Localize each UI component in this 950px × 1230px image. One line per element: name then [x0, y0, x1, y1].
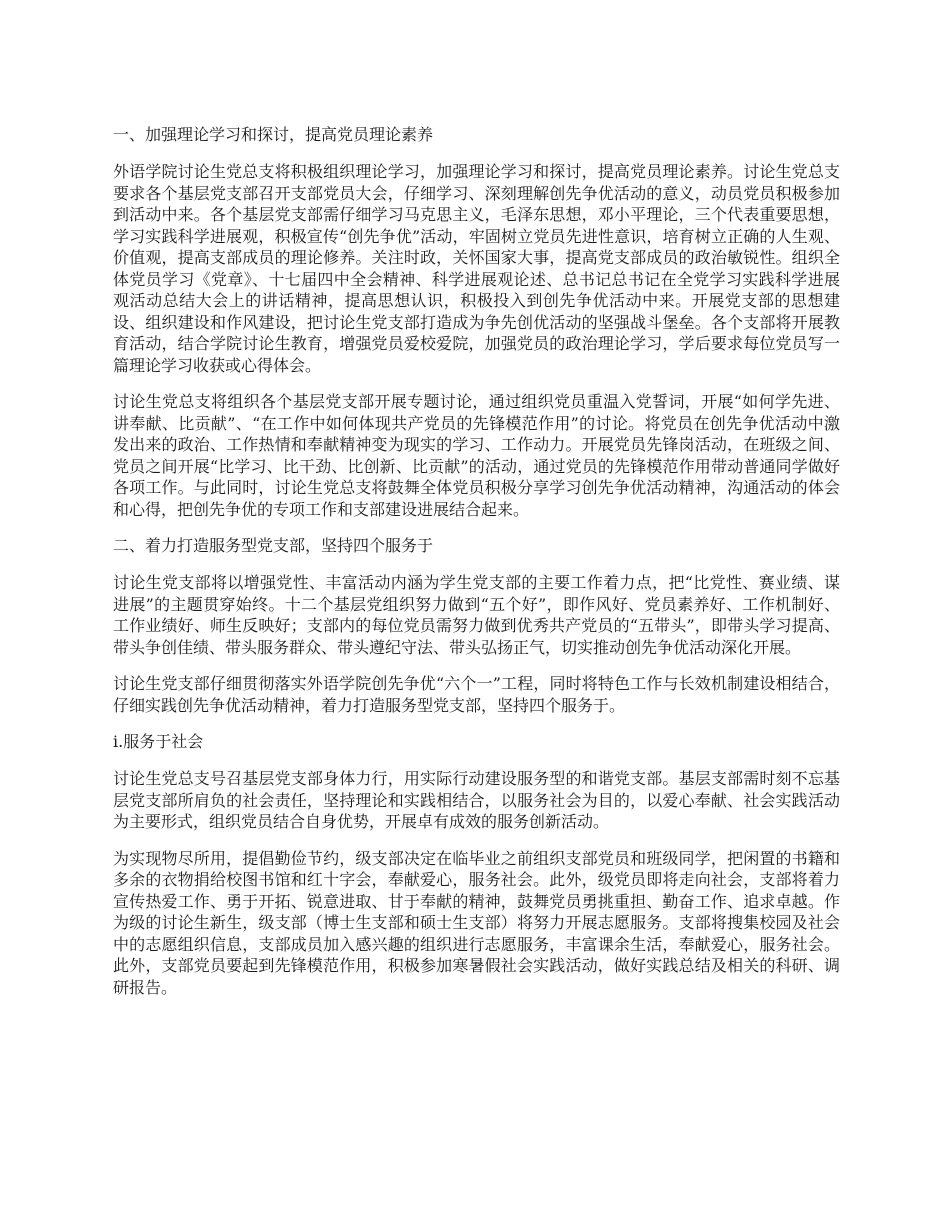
- paragraph-6: 为实现物尽所用，提倡勤俭节约，级支部决定在临毕业之前组织支部党员和班级同学，把闲置的书籍和多余的衣物捐给校图书馆和红十字会，奉献爱心，服务社会。此外，级党员即将走向社会，支部将着力宣传热爱工作、勇于开拓、锐意进取、甘于奉献的精神，鼓舞党员勇挑重担、勤奋工作、追求卓越。作为级的讨论生新生，级支部（博士生支部和硕士生支部）将努力开展志愿服务。支部将搜集校园及社会中的志愿组织信息，支部成员加入感兴趣的组织进行志愿服务，丰富课余生活，奉献爱心，服务社会。此外，支部党员要起到先锋模范作用，积极参加寒暑假社会实践活动，做好实践总结及相关的科研、调研报告。: [113, 848, 840, 997]
- subsection-heading: i.服务于社会: [113, 732, 204, 751]
- document-body: [113, 124, 840, 1013]
- section-heading-2: 二、着力打造服务型党支部，坚持四个服务于: [113, 536, 434, 555]
- paragraph-1: 外语学院讨论生党总支将积极组织理论学习，加强理论学习和探讨，提高党员理论素养。讨论生党总支要求各个基层党支部召开支部党员大会，仔细学习、深刻理解创先争优活动的意义，动员党员积极参加到活动中来。各个基层党支部需仔细学习马克思主义，毛泽东思想，邓小平理论，三个代表重要思想，学习实践科学进展观，积极宣传“创先争优”活动，牢固树立党员先进性意识，培育树立正确的人生观、价值观，提高支部成员的理论修养。关注时政，关怀国家大事，提高党支部成员的政治敏锐性。组织全体党员学习《党章》、十七届四中全会精神、科学进展观论述、总书记总书记在全党学习实践科学进展观活动总结大会上的讲话精神，提高思想认识，积极投入到创先争优活动中来。开展党支部的思想建设、组织建设和作风建设，把讨论生党支部打造成为争先创优活动的坚强战斗堡垒。各个支部将开展教育活动，结合学院讨论生教育，增强党员爱校爱院，加强党员的政治理论学习，学后要求每位党员写一篇理论学习收获或心得体会。: [113, 162, 840, 375]
- paragraph-3: 讨论生党支部将以增强党性、丰富活动内涵为学生党支部的主要工作着力点，把“比党性、赛业绩、谋进展”的主题贯穿始终。十二个基层党组织努力做到“五个好”，即作风好、党员素养好、工作机制好、工作业绩好、师生反映好；支部内的每位党员需努力做到优秀共产党员的“五带头”，即带头学习提高、带头争创佳绩、带头服务群众、带头遵纪守法、带头弘扬正气，切实推动创先争优活动深化开展。: [113, 573, 840, 657]
- paragraph-2: 讨论生党总支将组织各个基层党支部开展专题讨论，通过组织党员重温入党誓词，开展“如何学先进、讲奉献、比贡献”、“在工作中如何体现共产党员的先锋模范作用”的讨论。将党员在创先争优活动中激发出来的政治、工作热情和奉献精神变为现实的学习、工作动力。开展党员先锋岗活动，在班级之间、党员之间开展“比学习、比干劲、比创新、比贡献”的活动，通过党员的先锋模范作用带动普通同学做好各项工作。与此同时，讨论生党总支将鼓舞全体党员积极分享学习创先争优活动精神，沟通活动的体会和心得，把创先争优的专项工作和支部建设进展结合起来。: [113, 392, 840, 519]
- paragraph-5: 讨论生党总支号召基层党支部身体力行，用实际行动建设服务型的和谐党支部。基层支部需时刻不忘基层党支部所肩负的社会责任，坚持理论和实践相结合，以服务社会为目的，以爱心奉献、社会实践活动为主要形式，组织党员结合自身优势，开展卓有成效的服务创新活动。: [113, 769, 840, 831]
- paragraph-4: 讨论生党支部仔细贯彻落实外语学院创先争优“六个一”工程，同时将特色工作与长效机制建设相结合，仔细实践创先争优活动精神，着力打造服务型党支部，坚持四个服务于。: [113, 674, 840, 715]
- section-heading-1: 一、加强理论学习和探讨，提高党员理论素养: [113, 125, 434, 144]
